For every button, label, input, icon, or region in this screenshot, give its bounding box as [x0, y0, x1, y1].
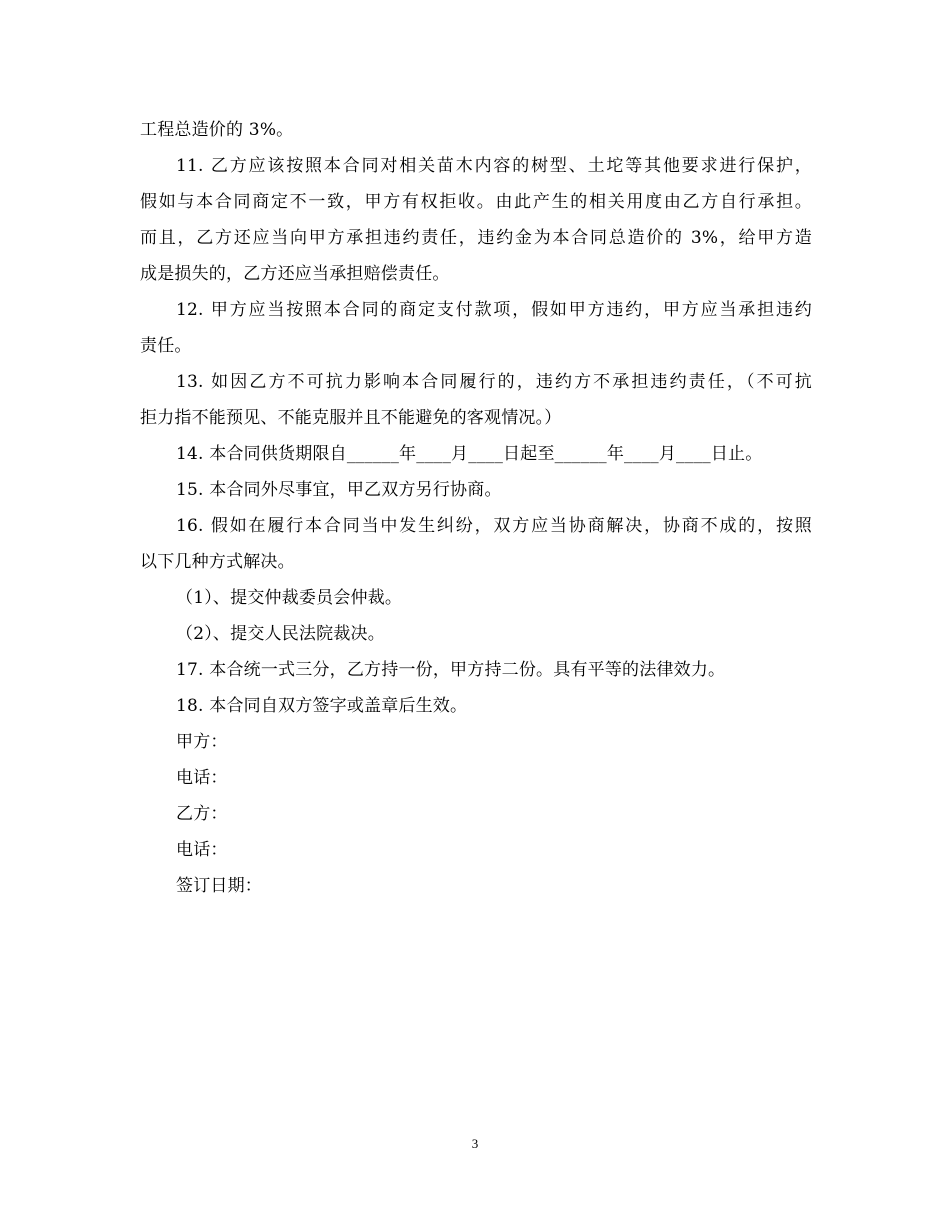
- text-line: 而且，乙方还应当向甲方承担违约责任，违约金为本合同总造价的 3%，给甲方造: [140, 228, 812, 248]
- text-line: 12. 甲方应当按照本合同的商定支付款项，假如甲方违约，甲方应当承担违约: [176, 300, 812, 320]
- text-line: 13. 如因乙方不可抗力影响本合同履行的，违约方不承担违约责任，（不可抗: [176, 372, 812, 392]
- text-line: 18. 本合同自双方签字或盖章后生效。: [176, 696, 468, 716]
- text-line: 11. 乙方应该按照本合同对相关苗木内容的树型、土坨等其他要求进行保护，: [176, 156, 812, 176]
- text-line: 假如与本合同商定不一致，甲方有权拒收。由此产生的相关用度由乙方自行承担。: [140, 192, 812, 212]
- text-line: 责任。: [140, 336, 192, 356]
- text-line: 电话：: [176, 768, 228, 788]
- text-line: 甲方：: [176, 732, 228, 752]
- text-line: 乙方：: [176, 804, 228, 824]
- text-line: 17. 本合统一式三分，乙方持一份，甲方持二份。具有平等的法律效力。: [176, 660, 726, 680]
- document-body: [140, 112, 812, 904]
- text-line: （2）、提交人民法院裁决。: [176, 624, 385, 644]
- text-line: 工程总造价的 3%。: [140, 120, 294, 140]
- page-number: 3: [471, 1136, 479, 1151]
- text-line: 15. 本合同外尽事宜，甲乙双方另行协商。: [176, 480, 502, 500]
- text-line: （1）、提交仲裁委员会仲裁。: [176, 588, 403, 608]
- text-line: 16. 假如在履行本合同当中发生纠纷，双方应当协商解决，协商不成的，按照: [176, 516, 812, 536]
- text-line: 以下几种方式解决。: [140, 552, 295, 572]
- text-line: 拒力指不能预见、不能克服并且不能避免的客观情况。）: [140, 408, 562, 428]
- text-line: 成是损失的，乙方还应当承担赔偿责任。: [140, 264, 450, 284]
- text-line: 电话：: [176, 840, 228, 860]
- text-line: 签订日期：: [176, 876, 262, 896]
- text-line: 14. 本合同供货期限自______年____月____日起至______年____月____日止。: [176, 444, 763, 464]
